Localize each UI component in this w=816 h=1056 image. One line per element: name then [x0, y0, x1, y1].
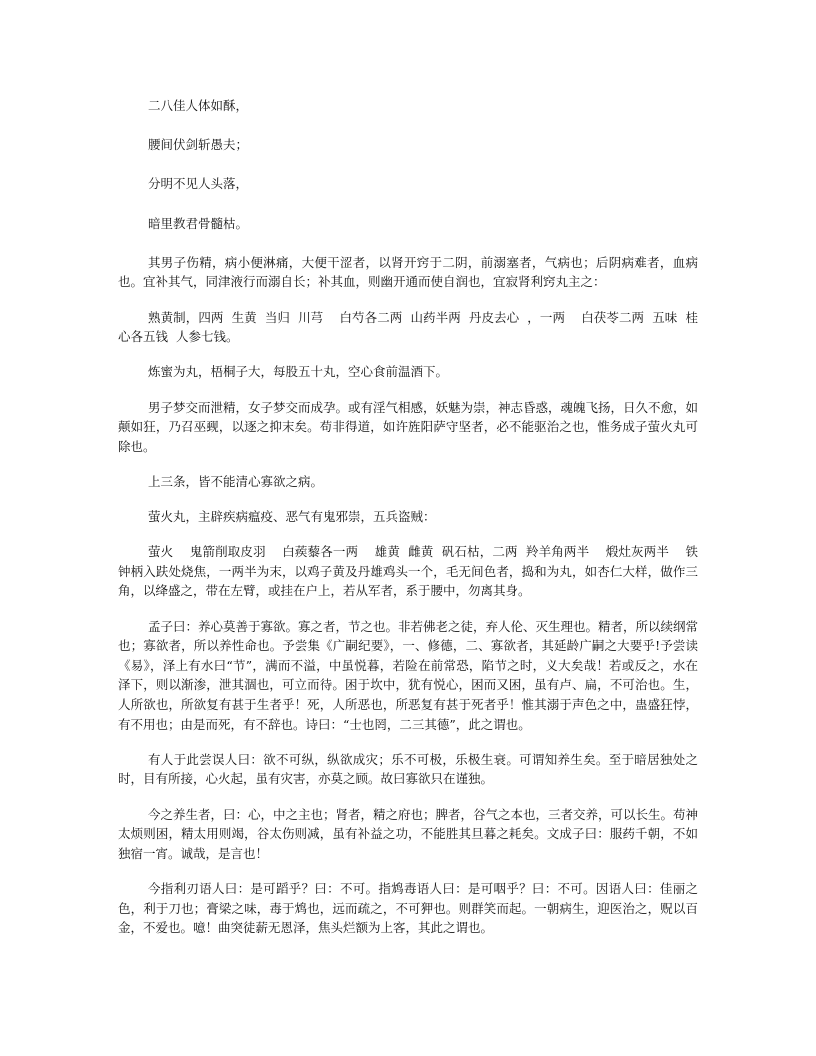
- paragraph-summary: 上三条，皆不能清心寡欲之病。: [148, 473, 324, 489]
- paragraph-recipe-ingredients: 熟黄制，四两 生黄 当归 川芎 白芍各二两 山药半两 丹皮去心 ，一两 白茯苓二两 五味 桂心各五钱 人参七钱。: [118, 309, 698, 345]
- poem-line: 二八佳人体如酥，: [148, 98, 249, 113]
- paragraph-mencius: 孟子曰：养心莫善于寡欲。寡之者，节之也。非若佛老之徒，弃人伦、灭生理也。精者，所以续纲常也；寡欲者，所以养性命也。予尝集《广嗣纪要》，一、修德，二、寡欲者，其延龄广嗣之大要乎!予尝读《易》，泽上有水曰“节”，满而不溢，中虽悦暮，若险在前常恐，陷节之时，义大矣哉！若或反之，水在泽下，则以渐渗，泄其涸也，可立而待。困于坎中，犹有悦心，困而又困，虽有卢、扁，不可治也。生，人所欲也，所欲复有甚于生者乎！死，人所恶也，所恶复有甚于死者乎！惟其溺于声色之中，蛊盛狂悖，有不用也；由是而死，有不辞也。诗曰：“士也罔，二三其德”，此之谓也。: [118, 618, 699, 732]
- paragraph-recipe-preparation: 炼蜜为丸，梧桐子大，每股五十丸，空心食前温酒下。: [148, 364, 449, 380]
- poem-line: 暗里教君骨髓枯。: [148, 215, 249, 231]
- paragraph-solitude: 有人于此尝误人曰：欲不可纵，纵欲成灾；乐不可极，乐极生衰。可谓知养生矣。至于暗居独处之时，目有所接，心火起，虽有灾害，亦莫之顾。故曰寡欲只在谨独。: [118, 751, 698, 787]
- paragraph-firefly-pill: 萤火丸，主辟疾病瘟疫、恶气有鬼邪崇，五兵盗贼：: [148, 509, 436, 525]
- paragraph-dream-intercourse: 男子梦交而泄精，女子梦交而成孕。或有淫气相感，妖魅为崇，神志昏惑，魂魄飞扬，日久不愈，如颠如狂，乃召巫觋，以逐之抑末矣。苟非得道，如许旌阳萨守坚者，必不能驱治之也，惟务成子萤火丸可除也。: [118, 399, 699, 454]
- paragraph-firefly-ingredients: 萤火 鬼箭削取皮羽 白蒺藜各一两 雄黄 雌黄 矾石枯，二两 羚羊角两半 煅灶灰两半 铁钟柄入趺处烧焦，一两半为末，以鸡子黄及丹雄鸡头一个，毛无间色者，捣和为丸，如杏仁大样，做作三角，以绛盛之，带在左臂，或挂在户上，若从军者，系于腰中，勿离其身。: [118, 544, 698, 599]
- paragraph-male-essence-injury: 其男子伤精，病小便淋痛，大便干涩者，以肾开窍于二阴，前溺塞者，气病也；后阴病难者，血病也。宜补其气，同津液行而溺自长；补其血，则幽开通而使自润也，宜寂肾利窍丸主之：: [118, 254, 698, 290]
- poem-line: 腰间伏剑斩愚夫；: [148, 137, 249, 153]
- poem-line: 分明不见人头落，: [148, 176, 249, 192]
- paragraph-sharp-blade: 今指利刃语人曰：是可蹈乎？曰：不可。指鸩毒语人曰：是可咽乎？曰：不可。因语人曰：佳丽之色，利于刀也；膏梁之味，毒于鸩也，远而疏之，不可狎也。则群笑而起。一朝病生，迎医治之，贶以百金，不爱也。噫！曲突徒薪无恩泽，焦头烂额为上客，其此之谓也。: [118, 880, 698, 936]
- paragraph-nourishing-life: 今之养生者，曰：心，中之主也；肾者，精之府也；脾者，谷气之本也，三者交养，可以长生。苟神太烦则困，精太用则竭，谷太伤则减，虽有补益之功，不能胜其旦暮之耗矣。文成子曰：服药千朝，不如独宿一宵。诚哉，是言也！: [118, 806, 699, 861]
- document-page: [118, 96, 698, 953]
